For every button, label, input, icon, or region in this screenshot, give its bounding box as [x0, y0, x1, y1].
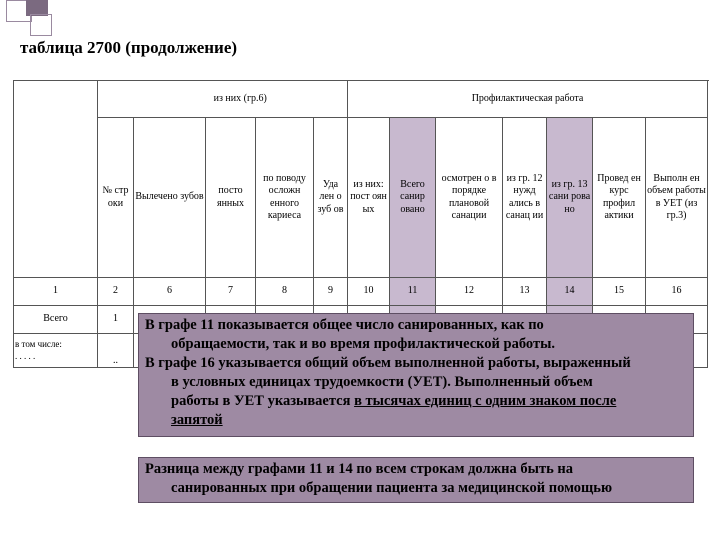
row-total-label: Всего	[14, 306, 98, 334]
note1-line3: В графе 16 указывается общий объем выполненной работы, выраженный	[145, 355, 631, 371]
note1-line5-text: работы в УЕТ указывается	[171, 393, 355, 409]
col-number-1: 1	[14, 278, 98, 306]
row-including-text: в том числе:	[15, 339, 62, 350]
note2-line1: Разница между графами 11 и 14 по всем строкам должна быть на	[145, 461, 573, 477]
header-examined: осмотрен о в порядке плановой санации	[436, 118, 503, 278]
header-sanitized-13: из гр. 13 сани рова но	[547, 118, 593, 278]
note1-line5	[145, 392, 687, 411]
blank-corner-cell	[14, 81, 98, 278]
col-number-12: 12	[436, 278, 503, 306]
row-including-label	[14, 334, 98, 368]
col-number-11: 11	[390, 278, 436, 306]
row-dots-text: . . . . .	[15, 350, 36, 361]
col-number-15: 15	[593, 278, 646, 306]
col-number-10: 10	[348, 278, 390, 306]
header-total-sanitized: Всего санир овано	[390, 118, 436, 278]
row-dots-number: ..	[98, 334, 134, 368]
col-number-6: 6	[134, 278, 206, 306]
page-title: таблица 2700 (продолжение)	[20, 38, 238, 57]
header-course: Провед ен курс профил актики	[593, 118, 646, 278]
col-number-13: 13	[503, 278, 547, 306]
col-number-2: 2	[98, 278, 134, 306]
col-number-7: 7	[206, 278, 256, 306]
row-total-number: 1	[98, 306, 134, 334]
col-number-9: 9	[314, 278, 348, 306]
note1-line5-underlined: в тысячах единиц с одним знаком после	[354, 393, 617, 409]
deco-square-outline-2	[30, 14, 52, 36]
col-number-16: 16	[646, 278, 708, 306]
note1-line4: в условных единицах трудоемкости (УЕТ). Выполненный объем	[171, 374, 593, 390]
note-box-1	[138, 313, 694, 437]
header-row-no: № стр оки	[98, 118, 134, 278]
header-volume: Выполн ен объем работы в УЕТ (из гр.3)	[646, 118, 708, 278]
col-number-8: 8	[256, 278, 314, 306]
note-box-2	[138, 457, 694, 503]
group-header-2: Профилактическая работа	[348, 81, 708, 118]
header-treated: Вылечено зубов	[134, 118, 206, 278]
blank-cell-1	[98, 81, 134, 118]
note1-line2: обращаемости, так и во время профилактической работы.	[171, 336, 556, 352]
header-of-them: из них: пост оян ых	[348, 118, 390, 278]
header-caries: по поводу осложн енного кариеса	[256, 118, 314, 278]
header-permanent: посто янных	[206, 118, 256, 278]
header-need-sanation: из гр. 12 нужд ались в санац ии	[503, 118, 547, 278]
note1-line1: В графе 11 показывается общее число санированных, как по	[145, 317, 544, 333]
group-header-1: из них (гр.6)	[134, 81, 348, 118]
header-removed: Уда лен о зуб ов	[314, 118, 348, 278]
note1-line6: запятой	[171, 412, 223, 428]
col-number-14: 14	[547, 278, 593, 306]
note2-line2: санированных при обращении пациента за медицинской помощью	[171, 480, 613, 496]
